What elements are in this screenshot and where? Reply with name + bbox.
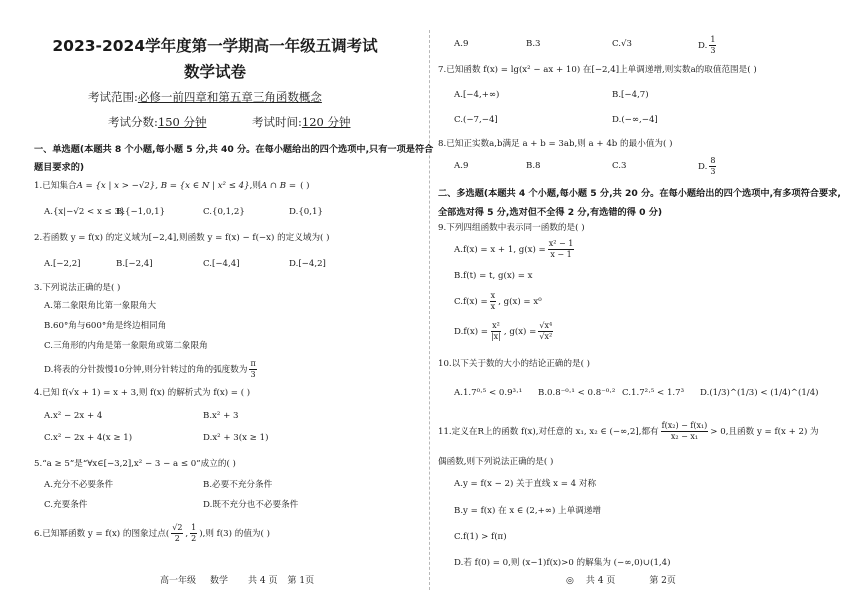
q9-d-fraction-2 xyxy=(538,322,553,341)
q3-option-b: B.60°角与600°角是终边相同角 xyxy=(44,321,167,331)
q7-option-a: A.[−4,+∞) xyxy=(454,90,500,100)
q11-option-d: D.若 f(0) = 0,则 (x−1)f(x)>0 的解集为 (−∞,0)∪(1,4) xyxy=(454,558,671,568)
exam-title: 2023-2024学年度第一学期高一年级五调考试 xyxy=(52,37,378,55)
q9-c-fraction xyxy=(490,292,497,311)
section1-heading-line1: 一、单选题(本题共 8 个小题,每小题 5 分,共 40 分。在每小题给出的四个选项中,只有一项是符合 xyxy=(34,144,434,155)
question-5-stem: 5.“a ≥ 5”是“∀x∈[−3,2],x² − 3 − a ≤ 0”成立的( ) xyxy=(34,459,236,469)
q3-option-c: C.三角形的内角是第一象限角或第二象限角 xyxy=(44,341,208,351)
q11-stem-b: > 0,且函数 y = f(x + 2) 为 xyxy=(710,427,819,437)
q9-option-b: B.f(t) = t, g(x) = x xyxy=(454,271,533,281)
q2-option-b: B.[−2,4] xyxy=(116,259,153,269)
q9-option-c xyxy=(454,292,542,311)
section2-heading-line1: 二、多选题(本题共 4 个小题,每小题 5 分,共 20 分。在每小题给出的四个选项中,有多项符合要求, xyxy=(438,188,841,199)
q6-point-x xyxy=(171,524,183,543)
q8-d-den: 3 xyxy=(710,167,716,176)
q6-d-den: 3 xyxy=(710,46,716,55)
question-11-stem-line2: 偶函数,则下列说法正确的是( ) xyxy=(438,457,554,467)
question-7-stem: 7.已知函数 f(x) = lg(x² − ax + 10) 在[−2,4]上单调递增,则实数a的取值范围是( ) xyxy=(438,65,757,75)
q3-d-denominator: 3 xyxy=(250,370,256,379)
q8-d-fraction xyxy=(709,157,716,176)
q6-stem-b: ,则 f(3) 的值为( ) xyxy=(202,529,270,539)
q1-expr: A ∩ B = xyxy=(260,181,297,191)
q4-option-b: B.x² + 3 xyxy=(203,411,239,421)
q5-option-a: A.充分不必要条件 xyxy=(44,480,114,490)
footer-right xyxy=(566,573,676,586)
question-6-stem: 6.已知幂函数 y = f(x) 的图象过点( $\frac{√2}{2}$ , $\frac{1}{2}$ ),则 f(3) 的值为( ) xyxy=(34,523,270,543)
q1-stem-a: 1.已知集合 xyxy=(34,181,77,191)
q1-paren: ( ) xyxy=(300,181,310,191)
question-11-stem xyxy=(438,422,819,441)
page-right xyxy=(430,0,860,607)
q1-stem-b: ,则 xyxy=(249,181,261,191)
q9-c-post: , g(x) = x⁰ xyxy=(498,297,542,307)
q1-option-a: A.{x|−√2 < x ≤ 3} xyxy=(44,207,126,217)
q7-option-c: C.(−7,−4] xyxy=(454,115,498,125)
q5-option-c: C.充要条件 xyxy=(44,500,88,510)
q11-stem-a: 11.定义在R上的函数 f(x),对任意的 x₁, x₂ ∈ (−∞,2],都有 xyxy=(438,427,659,437)
q8-option-b: B.8 xyxy=(526,161,541,171)
q5-option-d: D.既不充分也不必要条件 xyxy=(203,500,299,510)
q4-option-a: A.x² − 2x + 4 xyxy=(44,411,103,421)
q3-option-d-text: D.将表的分针拨慢10分钟,则分针转过的角的弧度数为 xyxy=(44,365,248,375)
q6-py-num: 1 xyxy=(191,523,197,532)
q3-d-numerator: π xyxy=(250,359,256,368)
footer-left xyxy=(160,573,314,586)
q3-option-a: A.第二象限角比第一象限角大 xyxy=(44,301,157,311)
q3-option-d xyxy=(44,360,259,379)
q6-d-num: 1 xyxy=(710,35,716,44)
score-label: 考试分数: xyxy=(108,115,158,129)
q8-option-d xyxy=(698,157,718,176)
section2-heading-line2: 全部选对得 5 分,选对但不全得 2 分,有选错的得 0 分) xyxy=(438,207,663,218)
q7-option-b: B.[−4,7) xyxy=(612,90,649,100)
q8-option-c: C.3 xyxy=(612,161,627,171)
q9-option-d xyxy=(454,322,555,341)
q4-option-c: C.x² − 2x + 4(x ≥ 1) xyxy=(44,433,133,443)
section1-heading-line2: 题目要求的) xyxy=(34,162,85,173)
question-8-stem: 8.已知正实数a,b满足 a + b = 3ab,则 a + 4b 的最小值为( ) xyxy=(438,139,673,149)
q9-d-num2: √x⁴ xyxy=(539,321,553,330)
q2-option-d: D.[−4,2] xyxy=(289,259,326,269)
question-9-stem: 9.下列四组函数中表示同一函数的是( ) xyxy=(438,223,585,233)
q3-option-d-fraction xyxy=(249,360,256,379)
q9-a-fraction xyxy=(548,240,575,259)
footer-grade: 高一年级 xyxy=(160,576,197,586)
footer-left-total: 共 4 页 xyxy=(248,576,278,586)
q9-a-num: x² − 1 xyxy=(548,239,574,248)
q10-option-d: D.(1/3)^(1/3) < (1/4)^(1/4) xyxy=(700,388,819,398)
footer-left-page: 第 1页 xyxy=(287,576,315,586)
score-value: 150 分钟 xyxy=(157,115,207,129)
q6-px-den: 2 xyxy=(174,534,180,543)
question-10-stem: 10.以下关于数的大小的结论正确的是( ) xyxy=(438,359,591,369)
q6-option-d xyxy=(698,36,718,55)
q11-option-c: C.f(1) > f(π) xyxy=(454,532,507,542)
q11-frac-den: x₂ − x₁ xyxy=(670,432,699,441)
q6-stem-a: 6.已知幂函数 y = f(x) 的图象过点 xyxy=(34,529,166,539)
time-label: 考试时间: xyxy=(252,115,302,129)
q9-d-mid: , g(x) = xyxy=(503,327,537,337)
q11-option-a: A.y = f(x − 2) 关于直线 x = 4 对称 xyxy=(454,479,597,489)
q11-frac-num: f(x₂) − f(x₁) xyxy=(661,421,708,430)
q8-d-prefix: D. xyxy=(698,162,708,172)
q2-option-c: C.[−4,4] xyxy=(203,259,240,269)
q10-option-c: C.1.7²·⁵ < 1.7³ xyxy=(622,388,685,398)
q9-d-prefix: D.f(x) = xyxy=(454,327,488,337)
q7-option-d: D.(−∞,−4] xyxy=(612,115,658,125)
question-1-stem xyxy=(34,182,310,191)
exam-time xyxy=(252,114,350,130)
q5-option-b: B.必要不充分条件 xyxy=(203,480,273,490)
q11-fraction xyxy=(661,422,709,441)
q8-d-num: 8 xyxy=(710,156,716,165)
q2-option-a: A.[−2,2] xyxy=(44,259,81,269)
scope-value: 必修一前四章和第五章三角函数概念 xyxy=(137,90,322,104)
q6-d-fraction xyxy=(709,36,716,55)
time-value: 120 分钟 xyxy=(301,115,351,129)
q9-a-den: x − 1 xyxy=(550,250,572,259)
q6-d-prefix: D. xyxy=(698,41,708,51)
q9-d-num1: x² xyxy=(492,321,500,330)
q9-c-num: x xyxy=(490,291,496,300)
exam-subtitle: 数学试卷 xyxy=(183,63,246,81)
q9-option-a xyxy=(454,240,576,259)
q6-option-b: B.3 xyxy=(526,39,541,49)
q9-d-den1: |x| xyxy=(490,332,501,341)
q6-option-c: C.√3 xyxy=(612,39,632,49)
q6-py-den: 2 xyxy=(191,534,197,543)
scope-label: 考试范围: xyxy=(88,90,138,104)
question-2-stem: 2.若函数 y = f(x) 的定义域为[−2,4],则函数 y = f(x) − f(−x) 的定义域为( ) xyxy=(34,233,330,243)
q10-option-a: A.1.7⁰·⁵ < 0.9³·¹ xyxy=(454,388,523,398)
exam-score xyxy=(108,114,206,130)
question-4-stem: 4.已知 f(√x + 1) = x + 3,则 f(x) 的解析式为 f(x) = ( ) xyxy=(34,388,251,398)
q4-option-d: D.x² + 3(x ≥ 1) xyxy=(203,433,269,443)
q6-point-y xyxy=(190,524,197,543)
q1-option-d: D.{0,1} xyxy=(289,207,323,217)
question-3-stem: 3.下列说法正确的是( ) xyxy=(34,283,121,293)
q10-option-b: B.0.8⁻⁰·¹ < 0.8⁻⁰·² xyxy=(538,388,616,398)
q1-option-c: C.{0,1,2} xyxy=(203,207,245,217)
q11-option-b: B.y = f(x) 在 x ∈ (2,+∞) 上单调递增 xyxy=(454,506,601,516)
q8-option-a: A.9 xyxy=(454,161,469,171)
q1-sets: A = {x | x > −√2}, B = {x ∈ N | x² ≤ 4} xyxy=(76,181,250,191)
q9-c-prefix: C.f(x) = xyxy=(454,297,488,307)
q6-px-num: √2 xyxy=(172,523,183,532)
q9-a-prefix: A.f(x) = x + 1, g(x) = xyxy=(454,245,546,255)
q9-c-den: x xyxy=(490,302,496,311)
q9-d-den2: √x² xyxy=(539,332,553,341)
q6-option-a: A.9 xyxy=(454,39,469,49)
exam-scope xyxy=(88,89,322,105)
footer-right-total: 共 4 页 xyxy=(585,576,616,586)
footer-mark-icon: ◎ xyxy=(566,576,574,586)
footer-subject: 数学 xyxy=(210,576,229,586)
q9-d-fraction-1 xyxy=(490,322,502,341)
q1-option-b: B.{−1,0,1} xyxy=(116,207,166,217)
footer-right-page: 第 2页 xyxy=(649,576,676,586)
